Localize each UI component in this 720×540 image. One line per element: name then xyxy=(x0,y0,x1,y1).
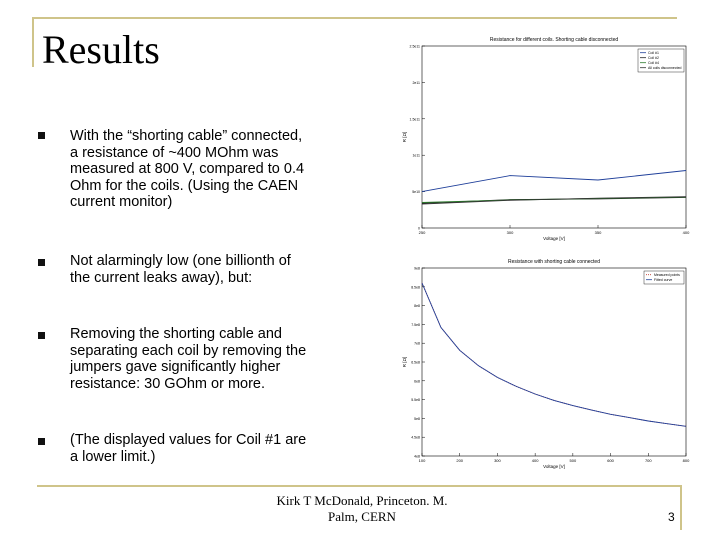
y-tick-label: 2.5e11 xyxy=(409,44,420,49)
resistance-coils-chart xyxy=(392,36,696,244)
legend-label: All coils disconnected xyxy=(648,66,682,70)
x-tick-label: 800 xyxy=(682,458,690,463)
resistance-shorting-chart xyxy=(392,258,696,470)
y-tick-label: 0 xyxy=(418,226,420,231)
y-tick-label: 7.5e8 xyxy=(411,322,420,327)
frame-bottom-rule xyxy=(37,485,682,487)
y-tick-label: 8.5e8 xyxy=(411,285,420,290)
x-axis-label: Voltage [V] xyxy=(543,464,565,469)
chart-title: Resistance with shorting cable connected xyxy=(508,259,600,265)
legend-label: Measured points xyxy=(654,273,680,277)
x-tick-label: 400 xyxy=(682,230,690,235)
plot-area xyxy=(422,268,686,456)
y-tick-label: 2e11 xyxy=(412,80,420,85)
y-tick-label: 1e11 xyxy=(412,153,420,158)
bullet-square-icon xyxy=(38,259,45,266)
legend-label: Coil #1 xyxy=(648,51,659,55)
y-tick-label: 5e8 xyxy=(414,416,420,421)
y-tick-label: 6e8 xyxy=(414,379,420,384)
x-tick-label: 500 xyxy=(569,458,577,463)
bullet-text: Removing the shorting cable and separating each coil by removing the jumpers gave significantly higher resistance: 30 GOhm or more. xyxy=(70,326,307,392)
y-tick-label: 7e8 xyxy=(414,341,420,346)
bullet-square-icon xyxy=(38,438,45,445)
x-tick-label: 400 xyxy=(531,458,539,463)
bullet-square-icon xyxy=(38,132,45,139)
x-axis-label: Voltage [V] xyxy=(543,236,565,241)
legend-label: Coil #2 xyxy=(648,56,659,60)
slide-title: Results xyxy=(42,27,160,72)
x-tick-label: 700 xyxy=(644,458,652,463)
y-axis-label: R [Ω] xyxy=(402,356,407,368)
y-tick-label: 9e8 xyxy=(414,266,420,271)
y-tick-label: 1.5e11 xyxy=(409,117,420,122)
frame-right-rule xyxy=(680,485,682,530)
y-tick-label: 5e10 xyxy=(412,190,420,195)
x-tick-label: 200 xyxy=(456,458,464,463)
bullet-square-icon xyxy=(38,332,45,339)
legend-label: Fitted curve xyxy=(654,278,673,282)
y-tick-label: 4e8 xyxy=(414,454,420,459)
chart-title: Resistance for different coils. Shorting cable disconnected xyxy=(489,37,619,43)
y-axis-label: R [Ω] xyxy=(402,131,407,143)
bullet-text: With the “shorting cable” connected, a resistance of ~400 MOhm was measured at 800 V, compared to 0.4 Ohm for the coils. (Using the CAEN current monitor) xyxy=(70,128,305,210)
bullet-text: (The displayed values for Coil #1 are a lower limit.) xyxy=(70,432,307,465)
bullet-text: Not alarmingly low (one billionth of the current leaks away), but: xyxy=(70,253,291,286)
x-tick-label: 300 xyxy=(494,458,501,463)
x-tick-label: 300 xyxy=(506,230,514,235)
x-tick-label: 250 xyxy=(418,230,426,235)
footer-author: Kirk T McDonald, Princeton. M. Palm, CERN xyxy=(276,493,448,524)
x-tick-label: 600 xyxy=(607,458,614,463)
legend-label: Coil #4 xyxy=(648,61,659,65)
y-tick-label: 5.5e8 xyxy=(411,398,420,403)
frame-left-rule xyxy=(32,17,34,67)
y-tick-label: 8e8 xyxy=(414,304,420,309)
plot-area xyxy=(422,46,686,228)
frame-top-rule xyxy=(32,17,677,19)
y-tick-label: 6.5e8 xyxy=(411,360,420,365)
x-tick-label: 100 xyxy=(418,458,426,463)
y-tick-label: 4.5e8 xyxy=(411,435,420,440)
x-tick-label: 350 xyxy=(594,230,602,235)
slide-number: 3 xyxy=(668,510,675,524)
